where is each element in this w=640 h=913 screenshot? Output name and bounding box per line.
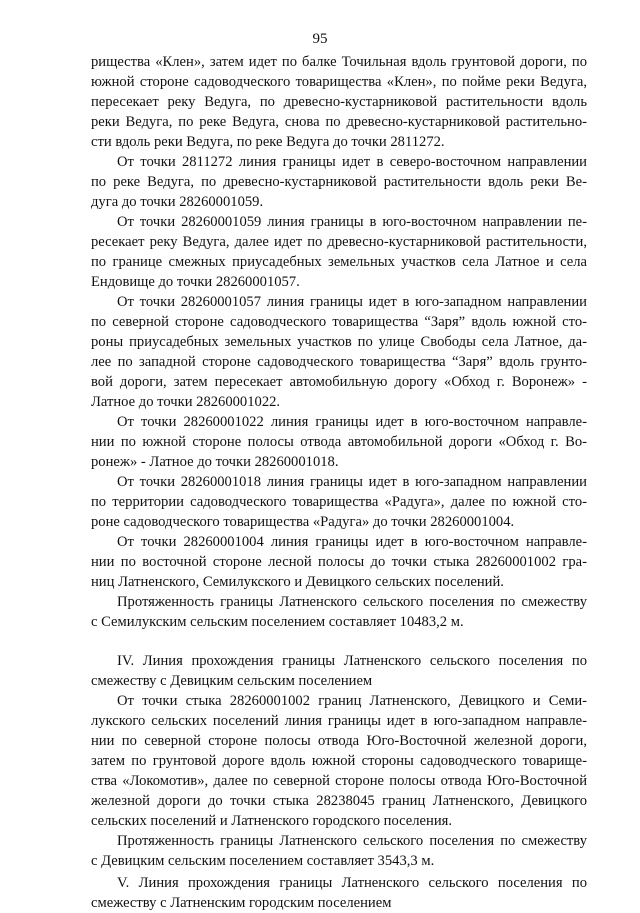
text-line: От точки 28260001059 линия границы в юго-восточном направлении пе- [117, 214, 587, 230]
text-line: ниц Латненского, Семилукского и Девицкого сельских поселений. [91, 574, 504, 590]
text-line: От точки 2811272 линия границы идет в северо-восточном направлении [117, 154, 587, 170]
text-line: рищества «Клен», затем идет по балке Точильная вдоль грунтовой дороги, по [91, 54, 587, 70]
text-line: лее по западной стороне садоводческого товарищества “Заря” вдоль грунто- [91, 354, 587, 370]
section-heading: V. Линия прохождения границы Латненского сельского поселения по [117, 875, 587, 891]
text-line: с Девицким сельским поселением составляет 3543,3 м. [91, 853, 435, 869]
text-line: роны приусадебных земельных участков по улице Свободы села Латное, да- [91, 334, 587, 350]
text-line: лукского сельских поселений линия границы идет в юго-западном направле- [91, 713, 587, 729]
text-line: От точки 28260001018 линия границы идет в юго-западном направлении [117, 474, 587, 490]
text-line: От точки стыка 28260001002 границ Латненского, Девицкого и Семи- [117, 693, 587, 709]
text-line: южной стороне садоводческого товарищества «Клен», по пойме реки Ведуга, [91, 74, 587, 90]
text-line: роне садоводческого товарищества «Радуга» до точки 28260001004. [91, 514, 515, 530]
text-line: ронеж» - Латное до точки 28260001018. [91, 454, 339, 470]
text-line: От точки 28260001022 линия границы идет в юго-восточном направле- [117, 414, 587, 430]
text-line: сельских поселений и Латненского городского поселения. [91, 813, 453, 829]
text-line: ресекает реку Ведуга, далее идет по древесно-кустарниковой растительности, [91, 234, 587, 250]
text-line: дуга до точки 28260001059. [91, 194, 264, 210]
text-line: по территории садоводческого товарищества «Радуга», далее по южной сто- [91, 494, 587, 510]
text-line: реки Ведуга, по реке Ведуга, снова по древесно-кустарниковой растительно- [91, 114, 587, 130]
page-number: 95 [312, 31, 328, 47]
text-line: нии по северной стороне полосы отвода Юго-Восточной железной дороги, [91, 733, 587, 749]
text-line: по границе смежных приусадебных земельных участков села Латное и села [91, 254, 587, 270]
text-line: нии по южной стороне полосы отвода автомобильной дороги «Обход г. Во- [91, 434, 587, 450]
text-line: железной дороги до точки стыка 28238045 границ Латненского, Девицкого [91, 793, 587, 809]
text-line: с Семилукским сельским поселением составляет 10483,2 м. [91, 614, 464, 630]
section-heading: смежеству с Девицким сельским поселением [91, 673, 373, 689]
text-line: по реке Ведуга, по древесно-кустарниковой растительности вдоль реки Ве- [91, 174, 587, 190]
text-line: Латное до точки 28260001022. [91, 394, 281, 410]
text-line: От точки 28260001057 линия границы идет в юго-западном направлении [117, 294, 587, 310]
text-line: вой дороги, затем пересекает автомобильную дорогу «Обход г. Воронеж» - [91, 374, 587, 390]
text-line: сти вдоль реки Ведуга, по реке Ведуга до точки 2811272. [91, 134, 445, 150]
text-line: по северной стороне садоводческого товарищества “Заря” вдоль южной сто- [91, 314, 587, 330]
section-heading: IV. Линия прохождения границы Латненского сельского поселения по [117, 653, 587, 669]
text-line: пересекает реку Ведуга, по древесно-кустарниковой растительности вдоль [91, 94, 587, 110]
text-line: Протяженность границы Латненского сельского поселения по смежеству [117, 833, 587, 849]
text-line: нии по восточной стороне лесной полосы до точки стыка 28260001002 гра- [91, 554, 587, 570]
text-line: затем по грунтовой дороге вдоль южной стороны садоводческого товарище- [91, 753, 587, 769]
text-line: Протяженность границы Латненского сельского поселения по смежеству [117, 594, 587, 610]
section-heading: смежеству с Латненским городским поселением [91, 895, 392, 911]
text-line: Ендовище до точки 28260001057. [91, 274, 300, 290]
text-line: От точки 28260001004 линия границы идет в юго-восточном направле- [117, 534, 587, 550]
text-line: ства «Локомотив», далее по северной стороне полосы отвода Юго-Восточной [91, 773, 587, 789]
